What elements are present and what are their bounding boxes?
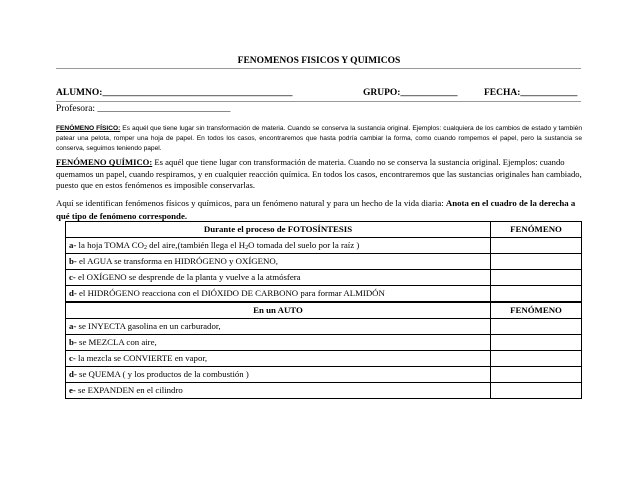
answer-cell[interactable] bbox=[491, 351, 582, 367]
fotosintesis-item-a: a- la hoja TOMA $CO_2$ del aire,(también llega el $H_2O$ tomada del suelo por la raíz ) bbox=[66, 238, 491, 254]
table-row bbox=[66, 351, 582, 367]
answer-cell[interactable] bbox=[491, 270, 582, 286]
answer-cell[interactable] bbox=[491, 286, 582, 302]
alumno-field: ALUMNO:________________________________________ bbox=[56, 88, 293, 98]
fotosintesis-table bbox=[65, 221, 582, 302]
table-row bbox=[66, 335, 582, 351]
answer-cell[interactable] bbox=[491, 383, 582, 399]
answer-cell[interactable] bbox=[491, 319, 582, 335]
auto-item-b: b- se MEZCLA con aire, bbox=[66, 335, 491, 351]
table-row bbox=[66, 367, 582, 383]
fisico-heading: FENÓMENO FÍSICO: bbox=[56, 125, 121, 132]
student-fields bbox=[56, 88, 582, 102]
auto-item-d: d- se QUEMA ( y los productos de la combustión ) bbox=[66, 367, 491, 383]
quimico-heading: FENÓMENO QUÍMICO: bbox=[56, 157, 153, 167]
table-row bbox=[66, 254, 582, 270]
instructions bbox=[56, 197, 582, 222]
auto-table bbox=[65, 302, 582, 399]
instructions-bold: Anota en el cuadro de la derecha a qué tipo de fenómeno corresponde. bbox=[56, 198, 576, 221]
fields-rule bbox=[56, 101, 581, 102]
table-row bbox=[66, 238, 582, 254]
auto-item-e: e- se EXPANDEN en el cilindro bbox=[66, 383, 491, 399]
auto-header: En un AUTO bbox=[66, 303, 491, 319]
fenomeno-header: FENÓMENO bbox=[491, 222, 582, 238]
fotosintesis-item-d: d- el HIDRÓGENO reacciona con el DIÓXIDO DE CARBONO para formar ALMIDÓN bbox=[66, 286, 491, 302]
definition-fisico bbox=[56, 124, 582, 154]
fenomeno-header: FENÓMENO bbox=[491, 303, 582, 319]
quimico-text: Es aquél que tiene lugar con transformación de materia. Cuando no se conserva la sustancia original. Ejemplos: cuando quemamos un papel, cuando respiramos, y en cualquier reacción química. En todos los casos, encontraremos que las sustancias originales han cambiado, puesto que en estos fenómenos es imposible conservarlas. bbox=[56, 157, 582, 191]
document-title: FENOMENOS FISICOS Y QUIMICOS bbox=[237, 56, 401, 66]
fotosintesis-header: Durante el proceso de FOTOSÍNTESIS bbox=[66, 222, 491, 238]
answer-cell[interactable] bbox=[491, 335, 582, 351]
fecha-field: FECHA:____________ bbox=[484, 88, 578, 98]
table-row bbox=[66, 319, 582, 335]
answer-cell[interactable] bbox=[491, 367, 582, 383]
title-rule bbox=[56, 68, 581, 69]
instructions-text: Aquí se identifican fenómenos físicos y químicos, para un fenómeno natural y para un hecho de la vida diaria: bbox=[56, 198, 446, 208]
auto-item-a: a- se INYECTA gasolina en un carburador, bbox=[66, 319, 491, 335]
table-header-row bbox=[66, 303, 582, 319]
auto-item-c: c- la mezcla se CONVIERTE en vapor, bbox=[66, 351, 491, 367]
grupo-field: GRUPO:____________ bbox=[363, 88, 458, 98]
answer-cell[interactable] bbox=[491, 254, 582, 270]
definition-quimico bbox=[56, 157, 582, 192]
answer-cell[interactable] bbox=[491, 238, 582, 254]
profesora-field: Profesora: ____________________________ bbox=[56, 104, 231, 114]
fisico-text: Es aquél que tiene lugar sin transformación de materia. Cuando se conserva la sustancia original. Ejemplos: cualquiera de los cambios de estado y también patear una pelota, romper una hoja de papel. En todos los casos, encontraremos que hasta podría cambiar la forma, como cuando rompemos el papel, pero la sustancia se conserva, seguimos teniendo papel. bbox=[56, 125, 582, 152]
table-header-row bbox=[66, 222, 582, 238]
table-row bbox=[66, 270, 582, 286]
fotosintesis-item-b: b- el AGUA se transforma en HIDRÓGENO y OXÍGENO, bbox=[66, 254, 491, 270]
fotosintesis-item-c: c- el OXÍGENO se desprende de la planta y vuelve a la atmósfera bbox=[66, 270, 491, 286]
table-row bbox=[66, 383, 582, 399]
table-row bbox=[66, 286, 582, 302]
